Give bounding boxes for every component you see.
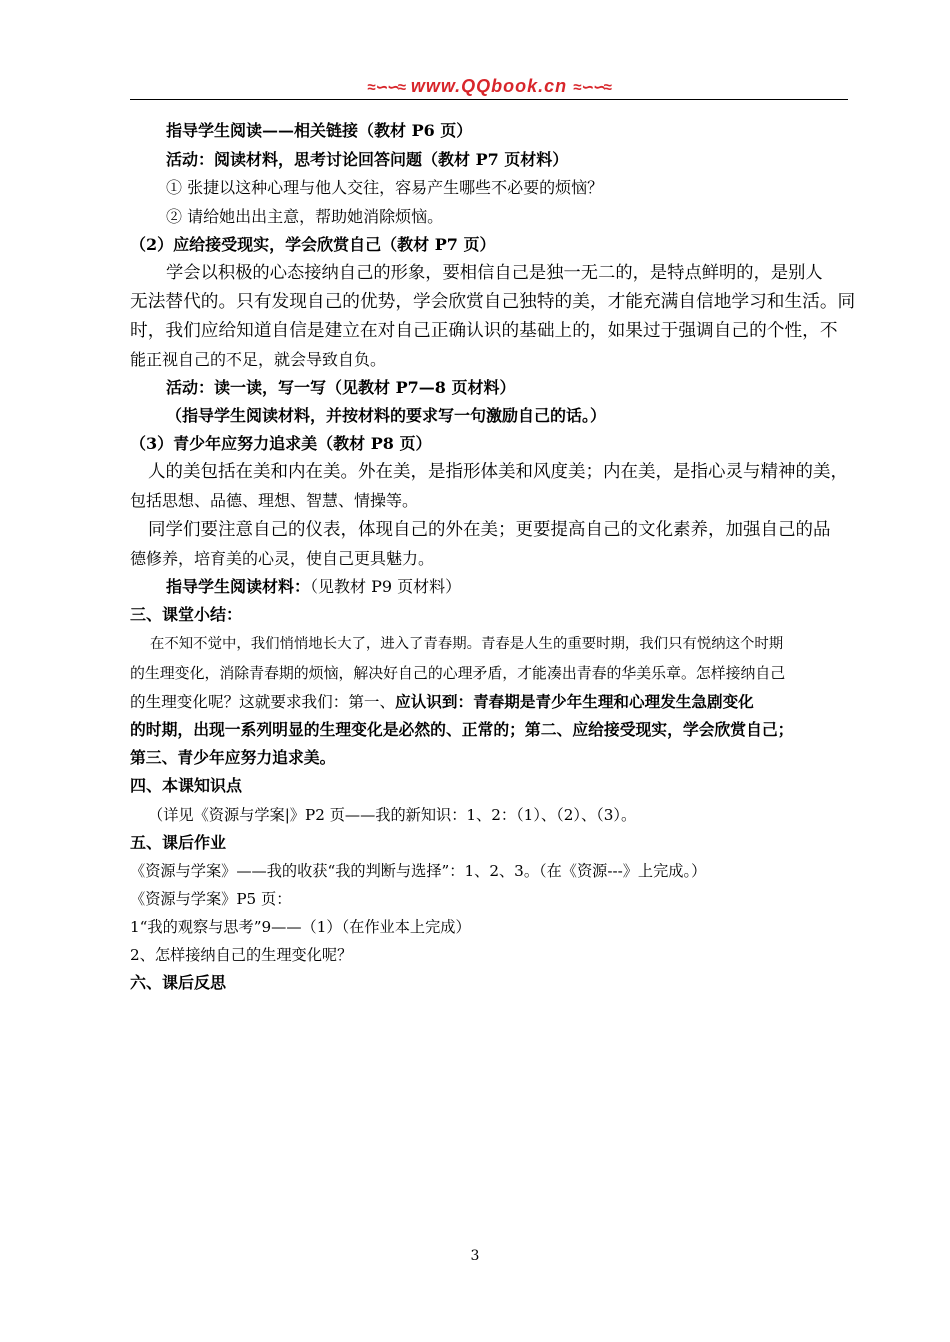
page-header [130, 74, 848, 100]
section-heading: （2）应给接受现实，学会欣赏自己（教材 P7 页） [130, 235, 496, 254]
text-line: 无法替代的。只有发现自己的优势，学会欣赏自己独特的美，才能充满自信地学习和生活。同 [130, 292, 856, 312]
section-heading: 六、课后反思 [130, 973, 227, 992]
section-heading: 五、课后作业 [130, 833, 227, 852]
section-heading: 三、课堂小结： [130, 605, 243, 624]
text-line: 德修养，培育美的心灵，使自己更具魅力。 [130, 549, 435, 568]
text-line: 人的美包括在美和内在美。外在美，是指形体美和风度美；内在美，是指心灵与精神的美， [148, 462, 848, 482]
text-line: 《资源与学案》P5 页： [130, 890, 292, 908]
text-line: 包括思想、品德、理想、智慧、情操等。 [130, 491, 419, 510]
text-line: 的时期，出现一系列明显的生理变化是必然的、正常的；第二、应给接受现实，学会欣赏自己； [130, 720, 794, 739]
text-line: 在不知不觉中，我们悄悄地长大了，进入了青春期。青春是人生的重要时期，我们只有悦纳这个时期 [150, 636, 784, 652]
text-line: 2、怎样接纳自己的生理变化呢？ [130, 946, 353, 964]
text-line: 能正视自己的不足，就会导致自负。 [130, 350, 387, 369]
text-line: ① 张捷以这种心理与他人交往，容易产生哪些不必要的烦恼？ [166, 178, 604, 197]
section-heading: 四、本课知识点 [130, 776, 243, 795]
text-line: 学会以积极的心态接纳自己的形象，要相信自己是独一无二的，是特点鲜明的，是别人 [166, 263, 823, 283]
text-line: 第三、青少年应努力追求美。 [130, 748, 336, 767]
header-rule [130, 99, 848, 100]
text-line: 1“我的观察与思考”9——（1）（在作业本上完成） [130, 918, 471, 936]
left-flourish-icon: ≈∽∽≈ [367, 79, 405, 96]
site-logo [130, 74, 848, 100]
text-line: （详见《资源与学案|》P2 页——我的新知识：1、2：（1）、（2）、（3）。 [148, 806, 637, 824]
text-line: 的生理变化呢？这就要求我们：第一、应认识到：青春期是青少年生理和心理发生急剧变化 [130, 692, 754, 711]
text-line: 活动：读一读，写一写（见教材 P7—8 页材料） [166, 378, 516, 397]
page-number: 3 [470, 1248, 480, 1264]
text-line: 指导学生阅读——相关链接（教材 P6 页） [166, 121, 473, 140]
text-line: 活动：阅读材料，思考讨论回答问题（教材 P7 页材料） [166, 150, 569, 169]
text-line: 的生理变化，消除青春期的烦恼，解决好自己的心理矛盾，才能凑出青春的华美乐章。怎样接纳自己 [130, 664, 786, 682]
section-heading: （3）青少年应努力追求美（教材 P8 页） [130, 434, 432, 453]
text-line: 《资源与学案》——我的收获“我的判断与选择”：1、2、3。（在《资源---》上完成。） [130, 862, 707, 880]
text-line: （指导学生阅读材料，并按材料的要求写一句激励自己的话。） [166, 406, 607, 425]
text-line: 指导学生阅读材料：（见教材 P9 页材料） [166, 577, 462, 596]
text-line: 时，我们应给知道自信是建立在对自己正确认识的基础上的，如果过于强调自己的个性，不 [130, 321, 838, 341]
right-flourish-icon: ≈∽∽≈ [573, 79, 611, 96]
logo-text: www.QQbook.cn [410, 76, 568, 96]
text-line: 同学们要注意自己的仪表，体现自己的外在美；更要提高自己的文化素养，加强自己的品 [148, 520, 831, 540]
text-line: ② 请给她出出主意，帮助她消除烦恼。 [166, 207, 444, 226]
